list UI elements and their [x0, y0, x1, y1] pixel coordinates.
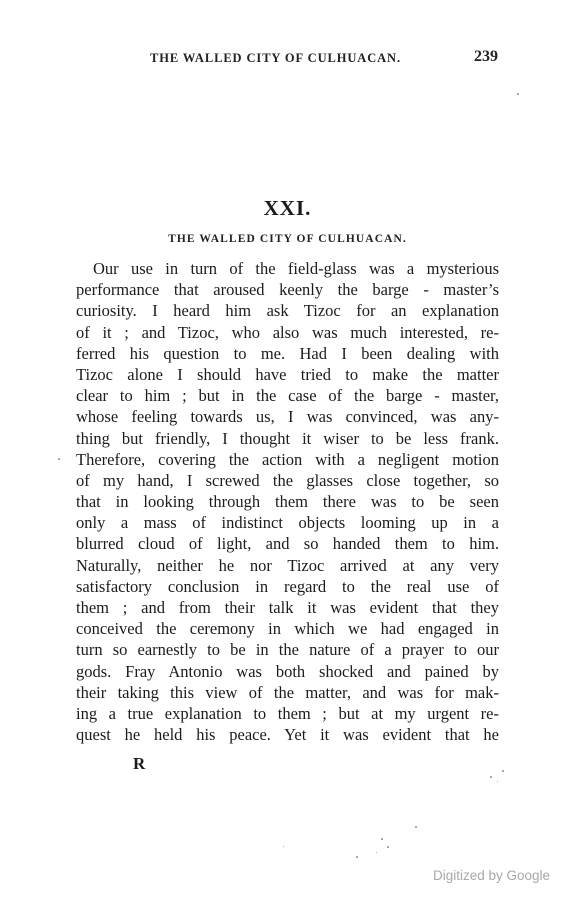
scan-speck: [58, 458, 60, 460]
scan-speck: [376, 852, 377, 853]
scan-speck: [502, 770, 504, 772]
text-line: of it ; and Tizoc, who also was much interested, re-: [76, 322, 499, 342]
scan-speck: [356, 856, 358, 858]
chapter-number: XXI.: [263, 196, 312, 220]
text-line: whose feeling towards us, I was convinced, was any-: [76, 407, 499, 427]
scan-speck: [415, 826, 417, 828]
text-line: ing a true explanation to them ; but at my urgent re-: [76, 703, 499, 723]
text-line: Our use in turn of the field-glass was a mysterious: [93, 259, 499, 278]
text-line: satisfactory conclusion in regard to the real use of: [76, 576, 499, 596]
text-line: blurred cloud of light, and so handed them to him.: [76, 534, 499, 554]
scan-speck: [283, 846, 284, 847]
page-number: 239: [474, 48, 498, 65]
body-paragraph: [76, 258, 499, 745]
scan-speck: [387, 846, 389, 848]
text-line: of my hand, I screwed the glasses close together, so: [76, 470, 499, 490]
text-line: Tizoc alone I should have tried to make the matter: [76, 364, 499, 384]
text-line: turn so earnestly to be in the nature of a prayer to our: [76, 640, 499, 660]
signature-mark: R: [133, 754, 146, 773]
text-line: Naturally, neither he nor Tizoc arrived at any very: [76, 555, 499, 575]
scan-speck: [497, 781, 498, 782]
text-line: only a mass of indistinct objects looming up in a: [76, 513, 499, 533]
text-line: conceived the ceremony in which we had engaged in: [76, 619, 499, 639]
scan-speck: [490, 776, 492, 778]
text-line: thing but friendly, I thought it wiser to be less frank.: [76, 428, 499, 448]
text-line: quest he held his peace. Yet it was evident that he: [76, 725, 499, 745]
text-line: curiosity. I heard him ask Tizoc for an explanation: [76, 301, 499, 321]
text-line: performance that aroused keenly the barge - master’s: [76, 280, 499, 300]
text-line: gods. Fray Antonio was both shocked and pained by: [76, 661, 499, 681]
chapter-title: THE WALLED CITY OF CULHUACAN.: [168, 233, 407, 245]
text-line: their taking this view of the matter, and was for mak-: [76, 682, 499, 702]
text-line: clear to him ; but in the case of the barge - master,: [76, 386, 499, 406]
text-line: them ; and from their talk it was evident that they: [76, 598, 499, 617]
text-line: that in looking through them there was to be seen: [76, 492, 499, 512]
digitized-watermark: Digitized by Google: [433, 868, 551, 883]
text-line: ferred his question to me. Had I been dealing with: [76, 343, 499, 363]
running-head: THE WALLED CITY OF CULHUACAN.: [150, 51, 402, 65]
scan-speck: [381, 838, 383, 840]
text-line: Therefore, covering the action with a negligent motion: [76, 449, 499, 469]
scan-speck: [517, 93, 519, 95]
